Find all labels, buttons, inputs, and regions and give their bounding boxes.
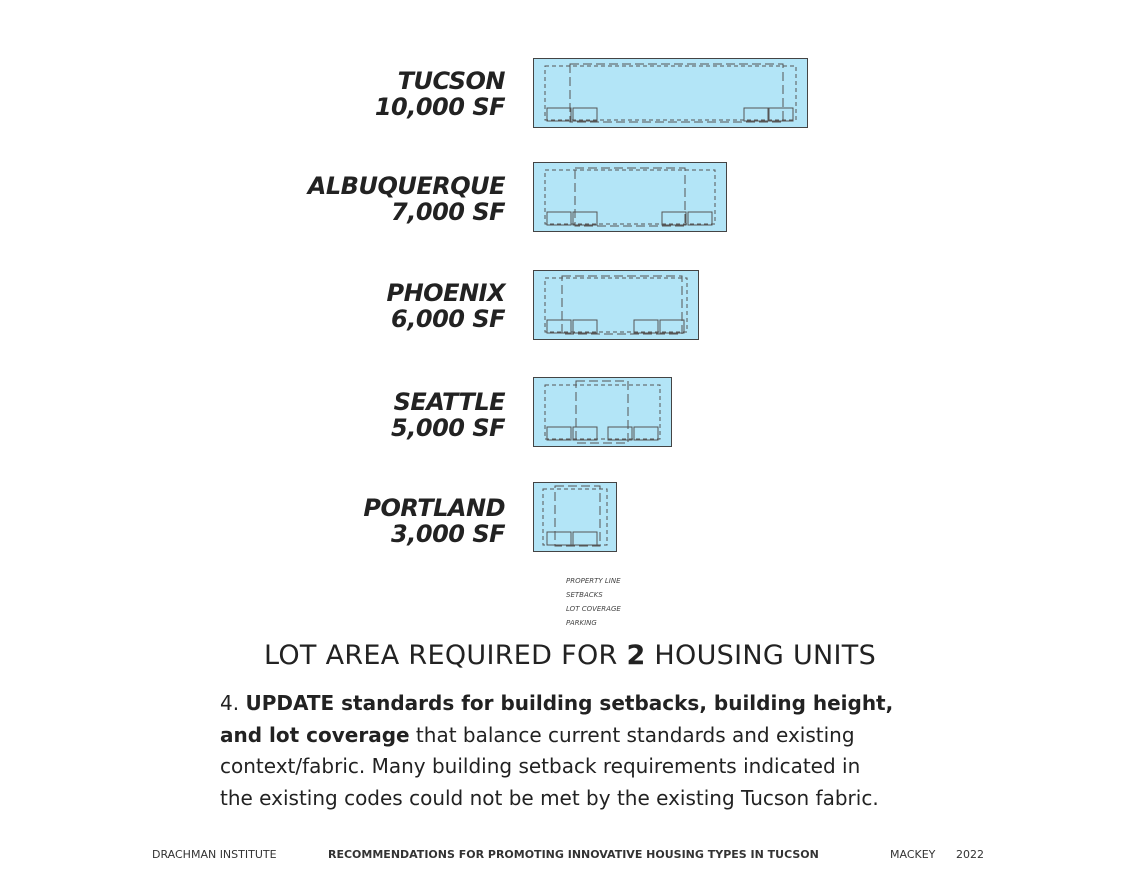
city-name: SEATTLE (393, 388, 505, 416)
lot-area: 3,000 SF (391, 520, 505, 548)
lot-label-portland (363, 495, 505, 547)
lot-seattle (533, 377, 672, 447)
lot-label-tucson (375, 68, 505, 120)
recommendation-text: 4. UPDATE standards for building setbacks, building height, and lot coverage that balance current standards and existing context/fabric. Many building setback requirements indicated in the existing codes could not be met by the existing Tucson fabric. (220, 691, 894, 810)
city-name: TUCSON (397, 67, 505, 95)
lot-tucson (533, 58, 808, 128)
lot-area: 5,000 SF (391, 414, 505, 442)
lot-label-albuquerque (308, 173, 505, 225)
lot-portland (533, 482, 617, 552)
lot-phoenix (533, 270, 699, 340)
footer-author: MACKEY (890, 848, 936, 861)
lot-area: 7,000 SF (391, 198, 505, 226)
lot-label-phoenix (387, 280, 506, 332)
page-title: LOT AREA REQUIRED FOR 2 HOUSING UNITS (263, 640, 877, 671)
city-name: PORTLAND (363, 494, 505, 522)
lot-label-seattle (391, 389, 505, 441)
footer-year: 2022 (956, 848, 984, 861)
footer-title: RECOMMENDATIONS FOR PROMOTING INNOVATIVE HOUSING TYPES IN TUCSON (328, 848, 819, 861)
footer-left: DRACHMAN INSTITUTE (152, 848, 277, 861)
lot-area: 10,000 SF (374, 93, 505, 121)
city-name: ALBUQUERQUE (307, 172, 505, 200)
lot-area: 6,000 SF (391, 305, 505, 333)
lot-albuquerque (533, 162, 727, 232)
city-name: PHOENIX (386, 279, 505, 307)
